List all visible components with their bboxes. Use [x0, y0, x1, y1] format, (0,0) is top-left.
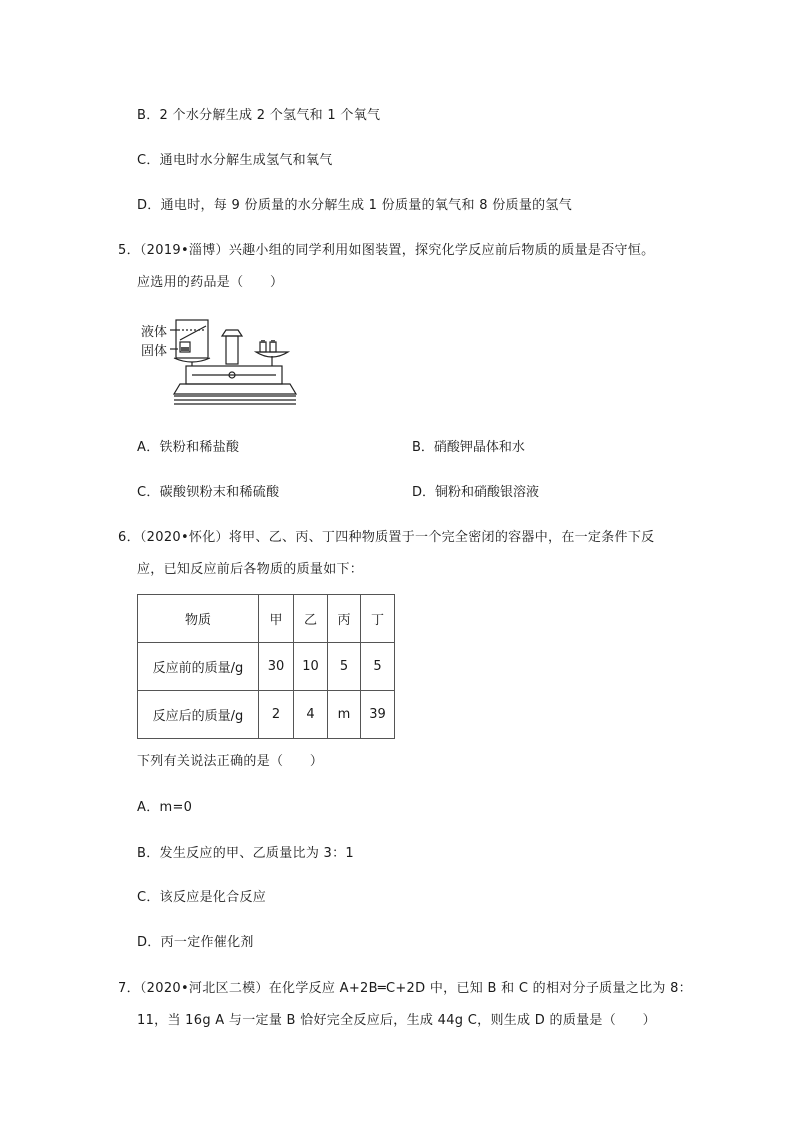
question-6-prompt: 下列有关说法正确的是（ ） — [137, 754, 324, 769]
table-cell: 物质 — [138, 595, 259, 643]
table-cell: 乙 — [294, 595, 328, 643]
question-6-stem: 6．（2020•怀化）将甲、乙、丙、丁四种物质置于一个完全密闭的容器中，在一定条件下反 — [118, 530, 655, 545]
table-cell: 反应前的质量/g — [138, 643, 259, 691]
option-5c: C．碳酸钡粉末和稀硫酸 — [137, 485, 280, 500]
question-7-stem: 7．（2020•河北区二模）在化学反应 A+2B═C+2D 中，已知 B 和 C 的相对分子质量之比为 8： — [118, 981, 692, 996]
table-header-row — [138, 595, 395, 643]
label-solid: 固体 — [141, 344, 168, 359]
table-cell: 4 — [294, 691, 328, 739]
table-cell: 39 — [361, 691, 395, 739]
label-liquid: 液体 — [141, 325, 168, 340]
balance-apparatus-figure — [140, 318, 300, 410]
table-cell: 丙 — [328, 595, 361, 643]
table-row — [138, 643, 395, 691]
table-cell: 5 — [361, 643, 395, 691]
table-row — [138, 691, 395, 739]
question-5-stem-cont: 应选用的药品是（ ） — [137, 275, 284, 290]
table-cell: 2 — [259, 691, 294, 739]
option-6d: D．丙一定作催化剂 — [137, 935, 254, 950]
question-7-stem-cont: 11，当 16g A 与一定量 B 恰好完全反应后，生成 44g C，则生成 D 的质量是（ ） — [137, 1013, 656, 1028]
option-4b: B．2 个水分解生成 2 个氢气和 1 个氧气 — [137, 108, 381, 123]
question-5-stem: 5．（2019•淄博）兴趣小组的同学利用如图装置，探究化学反应前后物质的质量是否守恒。 — [118, 243, 655, 258]
table-cell: 5 — [328, 643, 361, 691]
option-6b: B．发生反应的甲、乙质量比为 3：1 — [137, 846, 354, 861]
table-cell: 丁 — [361, 595, 395, 643]
option-6c: C．该反应是化合反应 — [137, 890, 267, 905]
table-cell: m — [328, 691, 361, 739]
option-6a: A．m=0 — [137, 800, 193, 815]
option-4c: C．通电时水分解生成氢气和氧气 — [137, 153, 333, 168]
table-cell: 10 — [294, 643, 328, 691]
option-5b: B．硝酸钾晶体和水 — [412, 440, 525, 455]
option-5d: D．铜粉和硝酸银溶液 — [412, 485, 540, 500]
option-4d: D．通电时，每 9 份质量的水分解生成 1 份质量的氧气和 8 份质量的氢气 — [137, 198, 573, 213]
mass-table — [137, 594, 395, 739]
option-5a: A．铁粉和稀盐酸 — [137, 440, 240, 455]
table-cell: 30 — [259, 643, 294, 691]
table-cell: 反应后的质量/g — [138, 691, 259, 739]
table-cell: 甲 — [259, 595, 294, 643]
question-6-stem-cont: 应，已知反应前后各物质的质量如下： — [137, 562, 364, 577]
